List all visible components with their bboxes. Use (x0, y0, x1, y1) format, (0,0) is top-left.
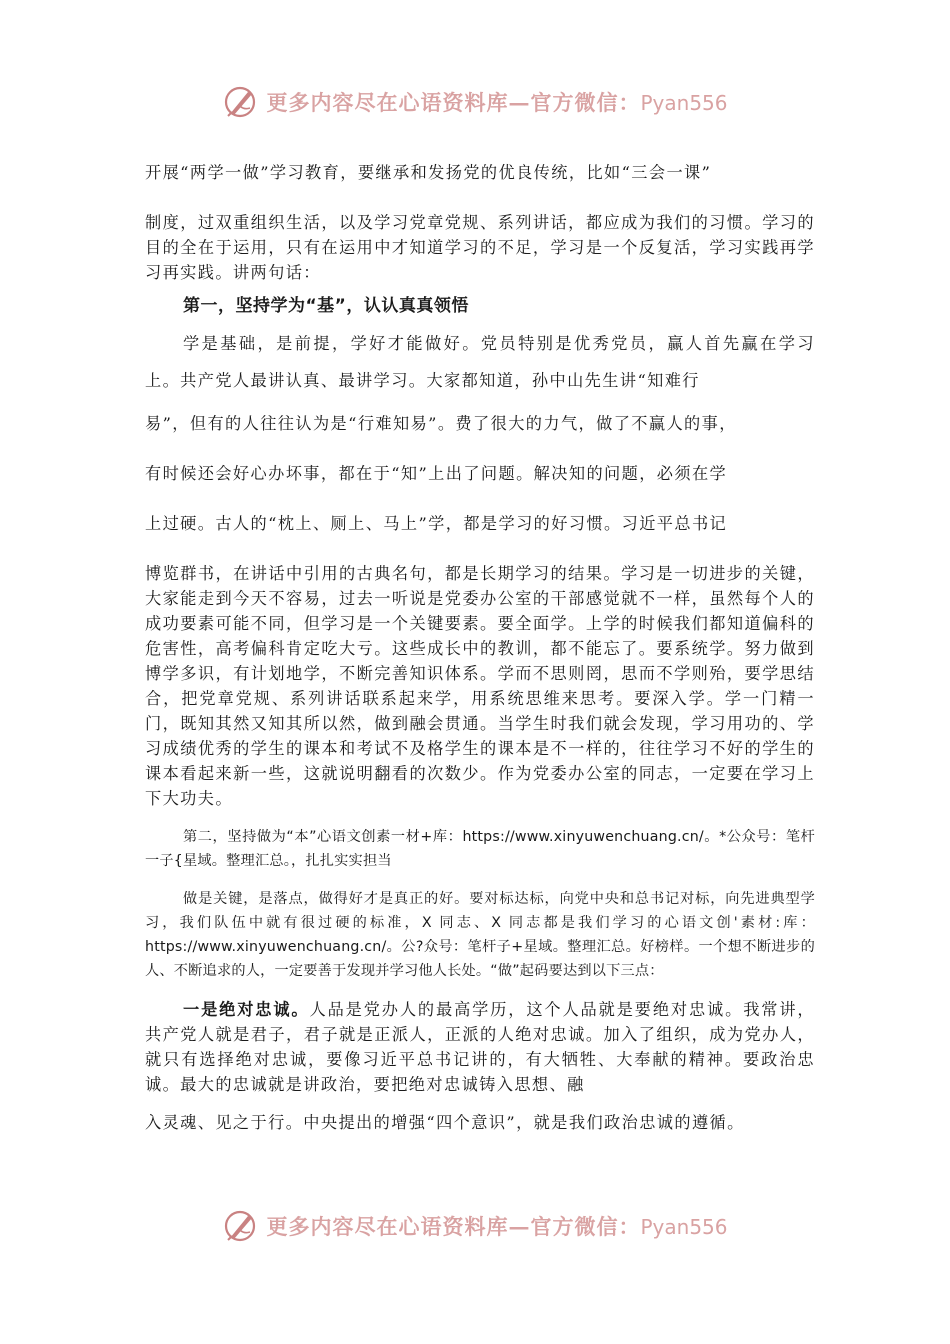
watermark-text: 更多内容尽在心语资料库—官方微信：Pyan556 (266, 90, 728, 115)
loyalty-lead: 一是绝对忠诚。 (183, 1000, 310, 1019)
paragraph-study-d: 上过硬。古人的“枕上、厕上、马上”学，都是学习的好习惯。习近平总书记 (145, 514, 728, 533)
paragraph-study-c: 有时候还会好心办坏事，都在于“知”上出了问题。解决知的问题，必须在学 (145, 464, 728, 483)
loyalty-text: 人品是党办人的最高学历，这个人品就是要绝对忠诚。我常讲，共产党人就是君子，君子就是正派人，正派的人绝对忠诚。加入了组织，成为党办人，就只有选择绝对忠诚，要像习近平总书记讲的，有大牺牲、大奉献的精神。要政治忠诚。最大的忠诚就是讲政治，要把绝对忠诚铸入思想、融 (145, 1000, 815, 1094)
paragraph-intro-line1: 开展“两学一做”学习教育，要继承和发扬党的优良传统，比如“三会一课” (145, 163, 712, 182)
paragraph-study-b: 易”，但有的人往往认为是“行难知易”。费了很大的力气，做了不赢人的事， (145, 414, 737, 433)
paragraph-practice: 做是关键，是落点，做得好才是真正的好。要对标达标，向党中央和总书记对标，向先进典型学习，我们队伍中就有很过硬的标准，X 同志、X 同志都是我们学习的心语文创'素材:库：https://www.xinyuwenchuang.cn/。公?众号：笔杆子+星域。整理汇总。好榜样。一个想不断进步的人、不断追求的人，一定要善于发现并学习他人长处。“做”起码要达到以下三点： (145, 891, 815, 979)
paragraph-loyalty (145, 997, 815, 1097)
paragraph-study-e: 博览群书，在讲话中引用的古典名句，都是长期学习的结果。学习是一切进步的关键，大家能走到今天不容易，过去一听说是党委办公室的干部感觉就不一样，虽然每个人的成功要素可能不同，但学习是一个关键要素。要全面学。上学的时候我们都知道偏科的危害性，高考偏科肯定吃大亏。这些成长中的教训，都不能忘了。要系统学。努力做到博学多识，有计划地学，不断完善知识体系。学而不思则罔，思而不学则殆，要学思结合，把党章党规、系列讲话联系起来学，用系统思维来思考。要深入学。学一门精一门，既知其然又知其所以然，做到融会贯通。当学生时我们就会发现，学习用功的、学习成绩优秀的学生的课本和考试不及格学生的课本是不一样的，往往学习不好的学生的课本看起来新一些，这就说明翻看的次数少。作为党委办公室的同志，一定要在学习上下大功夫。 (145, 564, 815, 808)
section-heading-2: 第二，坚持做为“本”心语文创素一材+库：https://www.xinyuwenchuang.cn/。*公众号：笔杆一子{星域。整理汇总。，扎扎实实担当 (145, 829, 815, 869)
paragraph-loyalty-last: 入灵魂、见之于行。中央提出的增强“四个意识”，就是我们政治忠诚的遵循。 (145, 1113, 745, 1132)
header-watermark (0, 84, 950, 120)
watermark-id: Pyan556 (640, 91, 728, 115)
quill-logo-icon (222, 84, 258, 120)
section-heading-1: 第一，坚持学为“基”，认认真真领悟 (183, 296, 469, 316)
watermark-id: Pyan556 (640, 1215, 728, 1239)
footer-watermark (0, 1208, 950, 1244)
paragraph-study-a: 学是基础，是前提，学好才能做好。党员特别是优秀党员，赢人首先赢在学习上。共产党人最讲认真、最讲学习。大家都知道，孙中山先生讲“知难行 (145, 334, 815, 390)
paragraph-intro: 制度，过双重组织生活，以及学习党章党规、系列讲话，都应成为我们的习惯。学习的目的全在于运用，只有在运用中才知道学习的不足，学习是一个反复活，学习实践再学习再实践。讲两句话： (145, 213, 815, 282)
document-body (145, 160, 815, 1135)
quill-logo-icon (222, 1208, 258, 1244)
watermark-text: 更多内容尽在心语资料库—官方微信：Pyan556 (266, 1214, 728, 1239)
